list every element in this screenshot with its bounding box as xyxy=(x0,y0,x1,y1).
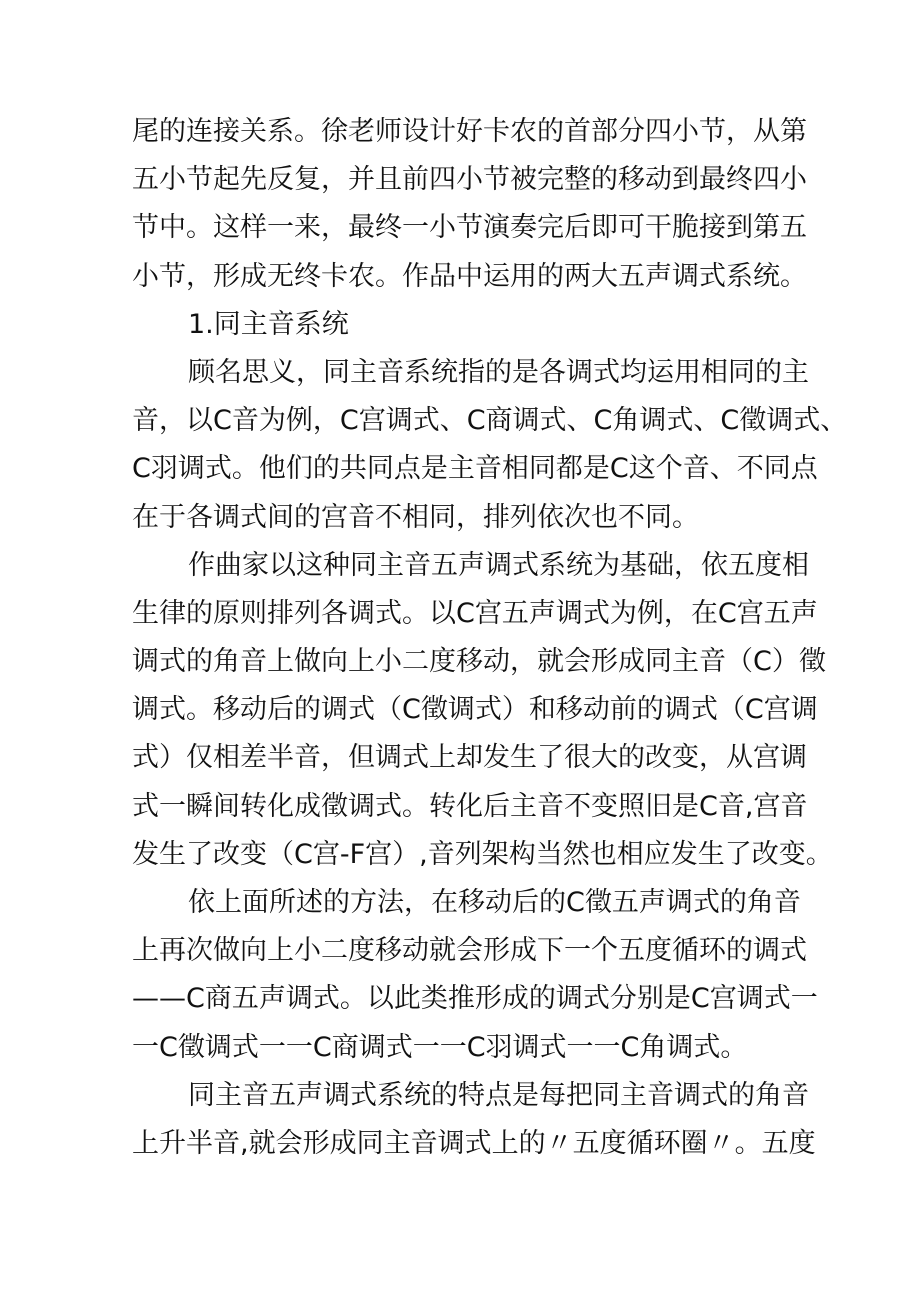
paragraph-start-line: 依上面所述的方法，在移动后的C徵五声调式的角音 xyxy=(188,887,801,918)
text-line: 式）仅相差半音，但调式上却发生了很大的改变，从宫调 xyxy=(132,742,807,774)
text-line: 一C徵调式一一C商调式一一C羽调式一一C角调式。 xyxy=(132,1031,748,1063)
text-line: ——C商五声调式。以此类推形成的调式分别是C宫调式一 xyxy=(132,983,818,1015)
paragraph-start-line: 作曲家以这种同主音五声调式系统为基础，依五度相 xyxy=(188,549,809,581)
text-line: 发生了改变（C宫-F宫）,音列架构当然也相应发生了改变。 xyxy=(132,838,833,870)
text-line: 小节，形成无终卡农。作品中运用的两大五声调式系统。 xyxy=(132,260,807,292)
text-line: 式一瞬间转化成徵调式。转化后主音不变照旧是C音,宫音 xyxy=(132,790,808,822)
text-line: 上再次做向上小二度移动就会形成下一个五度循环的调式 xyxy=(132,935,807,967)
text-line: 调式的角音上做向上小二度移动，就会形成同主音（C）徵 xyxy=(132,646,826,678)
text-line: 生律的原则排列各调式。以C宫五声调式为例，在C宫五声 xyxy=(132,597,818,629)
document-body xyxy=(132,108,848,1168)
text-line: 五小节起先反复，并且前四小节被完整的移动到最终四小 xyxy=(132,164,807,196)
text-line: 在于各调式间的宫音不相同，排列依次也不同。 xyxy=(132,501,699,533)
section-heading: 1.同主音系统 xyxy=(188,308,349,340)
text-line: 节中。这样一来，最终一小节演奏完后即可干脆接到第五 xyxy=(132,212,807,244)
text-line: 调式。移动后的调式（C徵调式）和移动前的调式（C宫调 xyxy=(132,694,818,726)
text-line: C羽调式。他们的共同点是主音相同都是C这个音、不同点 xyxy=(132,453,818,485)
paragraph-start-line: 同主音五声调式系统的特点是每把同主音调式的角音 xyxy=(188,1079,809,1111)
text-line: 尾的连接关系。徐老师设计好卡农的首部分四小节，从第 xyxy=(132,116,807,147)
text-line: 音，以C音为例，C宫调式、C商调式、C角调式、C徵调式、 xyxy=(132,405,848,437)
paragraph-start-line: 顾名思义，同主音系统指的是各调式均运用相同的主 xyxy=(188,356,809,388)
text-line: 上升半音,就会形成同主音调式上的〃五度循环圈〃。五度 xyxy=(132,1127,816,1159)
